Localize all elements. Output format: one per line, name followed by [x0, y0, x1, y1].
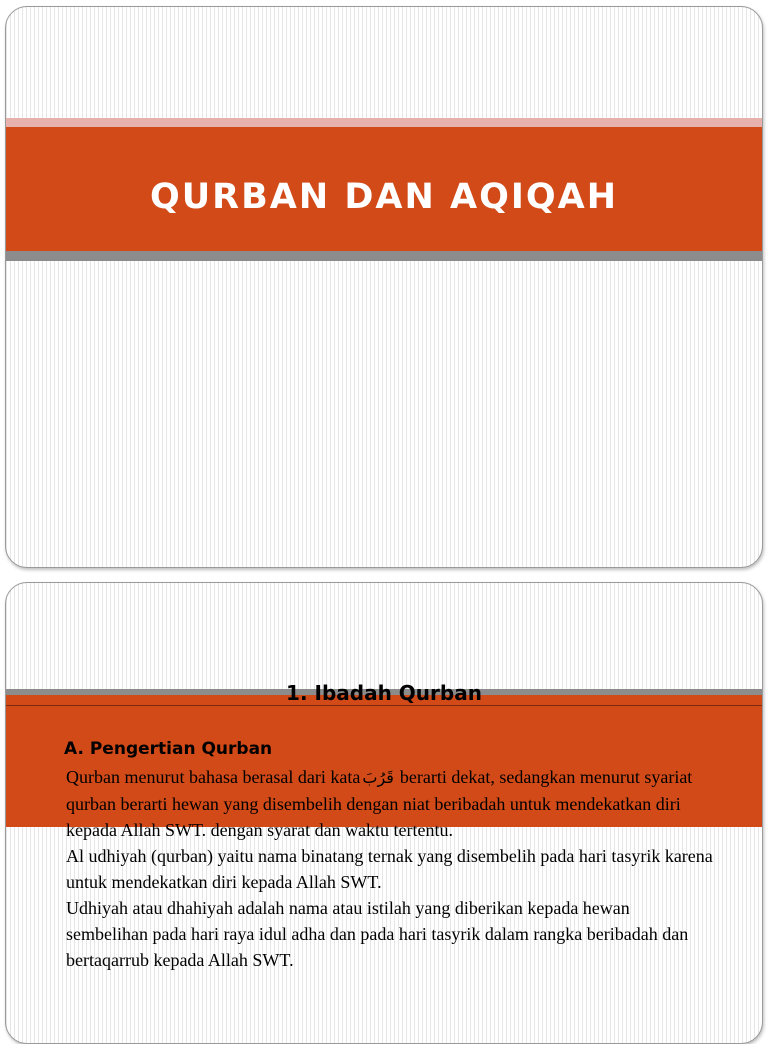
subsection-heading: A. Pengertian Qurban: [64, 739, 273, 759]
body-text: [66, 764, 716, 973]
pink-accent-band: [6, 118, 762, 127]
banner-divider: [6, 705, 762, 706]
paragraph-al-udhiyah: Al udhiyah (qurban) yaitu nama binatang ternak yang disembelih pada hari tasyrik karena untuk mendekatkan diri kepada Allah SWT.: [66, 846, 713, 892]
paragraph-text: berarti dekat, sedangkan menurut syariat qurban berarti hewan yang disembelih dengan niat beribadah untuk mendekatkan diri kepada Allah SWT. dengan syarat dan waktu tertentu.: [66, 767, 693, 840]
arabic-word: قَرُبَ: [362, 768, 394, 787]
paragraph-definition: [66, 764, 716, 843]
paragraph-udhiyah: Udhiyah atau dhahiyah adalah nama atau istilah yang diberikan kepada hewan sembelihan pada hari raya idul adha dan pada hari tasyrik dalam rangka beribadah dan bertaqarrub kepada Allah SWT.: [66, 898, 689, 970]
paragraph-text: Qurban menurut bahasa berasal dari kata: [66, 767, 361, 787]
slide-title: QURBAN DAN AQIQAH: [150, 177, 618, 217]
title-slide: [5, 6, 763, 568]
section-heading: 1. Ibadah Qurban: [286, 681, 482, 705]
content-slide: [5, 582, 763, 1044]
gray-accent-band: [6, 251, 762, 261]
